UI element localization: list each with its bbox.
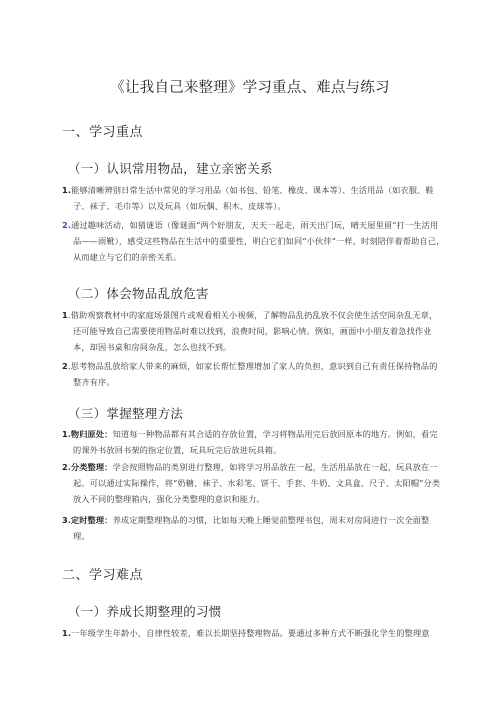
section-heading: 一、学习重点: [62, 125, 144, 140]
paragraph-number: 1: [62, 429, 68, 439]
paragraph-number: 3: [62, 515, 68, 525]
paragraph: [62, 308, 445, 355]
paragraph-label: .物归原处：: [67, 429, 113, 439]
paragraph: [62, 626, 434, 642]
paragraph-text: 能够清晰辨别日常生活中常见的学习用品（如书包、铅笔、橡皮、课本等）、生活用品（如衣服、鞋子、袜子、毛巾等）以及玩具（如玩偶、积木、皮球等）。: [71, 185, 434, 211]
paragraph-number: 1: [62, 310, 68, 320]
paragraph: [62, 427, 445, 459]
paragraph: [62, 460, 445, 507]
paragraph: [62, 359, 445, 391]
document-title: 《让我自己来整理》学习重点、难点与练习: [110, 80, 390, 96]
paragraph: [62, 513, 445, 545]
paragraph-text: 通过趣味活动，如猜谜语（像谜面“两个好朋友，天天一起走，雨天出门玩，晴天屋里留”打一生活用品——雨靴），感受这些物品在生活中的重要性，明白它们如同“小伙伴”一样，时刻陪伴着帮助自己，从而建立与它们的亲密关系。: [71, 220, 445, 262]
paragraph-number: 2.: [62, 220, 72, 230]
subsection-heading: （一）认识常用物品，建立亲密关系: [68, 161, 273, 176]
paragraph-label: .分类整理：: [67, 462, 113, 472]
paragraph-text: 养成定期整理物品的习惯，比如每天晚上睡觉前整理书包，周末对房间进行一次全面整理。: [73, 515, 430, 541]
paragraph-number: 2: [62, 462, 68, 472]
paragraph-text: 知道每一种物品都有其合适的存放位置，学习将物品用完后放回原本的地方。例如，看完的课外书放回书架的指定位置，玩具玩完后放进玩具箱。: [73, 429, 438, 455]
paragraph-text: .借助观察教材中的家庭场景图片或观看相关小视频，了解物品乱扔乱放不仅会使生活空间杂乱无章，还可能导致自己需要使用物品时难以找到，浪费时间，影响心情。例如，画面中小朋友着急找作业本，却因书桌和房间杂乱，怎么也找不到。: [67, 310, 438, 352]
paragraph-text: 一年级学生年龄小，自律性较差，难以长期坚持整理物品。要通过多种方式不断强化学生的整理意: [71, 628, 430, 638]
section-heading: 二、学习难点: [62, 568, 144, 583]
paragraph-number: 1.: [62, 628, 72, 638]
paragraph: [62, 183, 445, 215]
paragraph-number: 1.: [62, 185, 72, 195]
subsection-heading: （三）掌握整理方法: [68, 406, 184, 421]
paragraph: [62, 218, 445, 265]
paragraph-text: 学会按照物品的类别进行整理，如将学习用品放在一起，生活用品放在一起，玩具放在一起。可以通过实际操作，将“奶糖、袜子、水彩笔、饼干、手套、牛奶、文具盒、尺子、太阳帽”分类放入不同的整理箱内，强化分类整理的意识和能力。: [73, 462, 441, 504]
subsection-heading: （二）体会物品乱放危害: [68, 286, 209, 301]
paragraph-label: .定时整理：: [67, 515, 113, 525]
subsection-heading: （一）养成长期整理的习惯: [68, 604, 222, 619]
paragraph-number: 2: [62, 361, 68, 371]
paragraph-text: .思考物品乱放给家人带来的麻烦，如家长帮忙整理增加了家人的负担，意识到自己有责任保持物品的整齐有序。: [67, 361, 438, 387]
